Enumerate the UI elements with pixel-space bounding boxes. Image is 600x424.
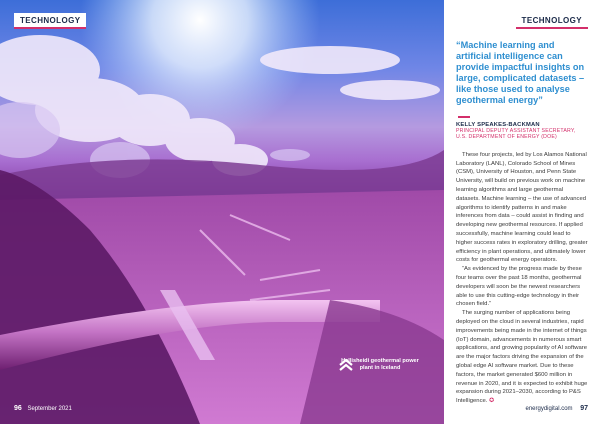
body-paragraph-text: The surging number of applications being deployed on the cloud in several industries, rapid improvements being made in the internet of things (IoT) domain, advancements in numerous smart applications, and growing popularity of AI software are the major factors driving the expansion of the global edge AI software market. Due to these factors, the market generated $600 million in revenue in 2020, and it is expected to exhibit huge expansion during 2021–2030, according to P&S Intelligence.: [456, 310, 588, 405]
quote-attribution-name: KELLY SPEAKES-BACKMAN: [456, 122, 540, 128]
body-paragraph: [456, 309, 588, 406]
page-number-right: 97: [580, 405, 588, 412]
right-folio: [526, 405, 589, 412]
quote-attribution-title-line-2: U.S. DEPARTMENT OF ENERGY (DOE): [456, 134, 557, 141]
page-number-left: 96: [14, 405, 22, 412]
chevron-up-icon: [338, 358, 354, 372]
quote-attribution-title-line-1: PRINCIPAL DEPUTY ASSISTANT SECRETARY,: [456, 128, 576, 134]
photo-caption-block: [338, 358, 422, 372]
website-link[interactable]: energydigital.com: [525, 406, 573, 412]
issue-date: September 2021: [27, 406, 72, 412]
photo-caption: Hellisheidi geothermal power plant in Iceland: [341, 358, 419, 371]
body-paragraph: These four projects, led by Los Alamos National Laboratory (LANL), Colorado School of Mines (CSM), University of Houston, and Penn State University, will build on previous work on machine learning algorithms and large geothermal datasets. Machine learning – the use of advanced algorithms to identify patterns in and make inferences from data – could assist in finding and developing new geothermal resources. If applied successfully, machine learning could lead to higher success rates in exploratory drilling, greater efficiency in plant operations, and ultimately lower costs for geothermal energy operators.: [456, 151, 588, 264]
article-body: [456, 151, 588, 406]
section-tag: TECHNOLOGY: [14, 13, 86, 29]
body-paragraph: “As evidenced by the progress made by these four teams over the past 18 months, geothermal developers will soon be the newest researchers able to use this cutting-edge technology in their chosen field.”: [456, 266, 582, 308]
section-tag-right: TECHNOLOGY: [516, 13, 588, 29]
article-column: [456, 40, 588, 406]
quote-divider: [458, 116, 470, 118]
left-folio: [14, 405, 72, 412]
end-mark-icon: ✪: [489, 398, 495, 405]
pull-quote: “Machine learning and artificial intelligence can provide impactful insights on large, complicated datasets – like those used to analyse geothermal energy”: [456, 40, 585, 105]
